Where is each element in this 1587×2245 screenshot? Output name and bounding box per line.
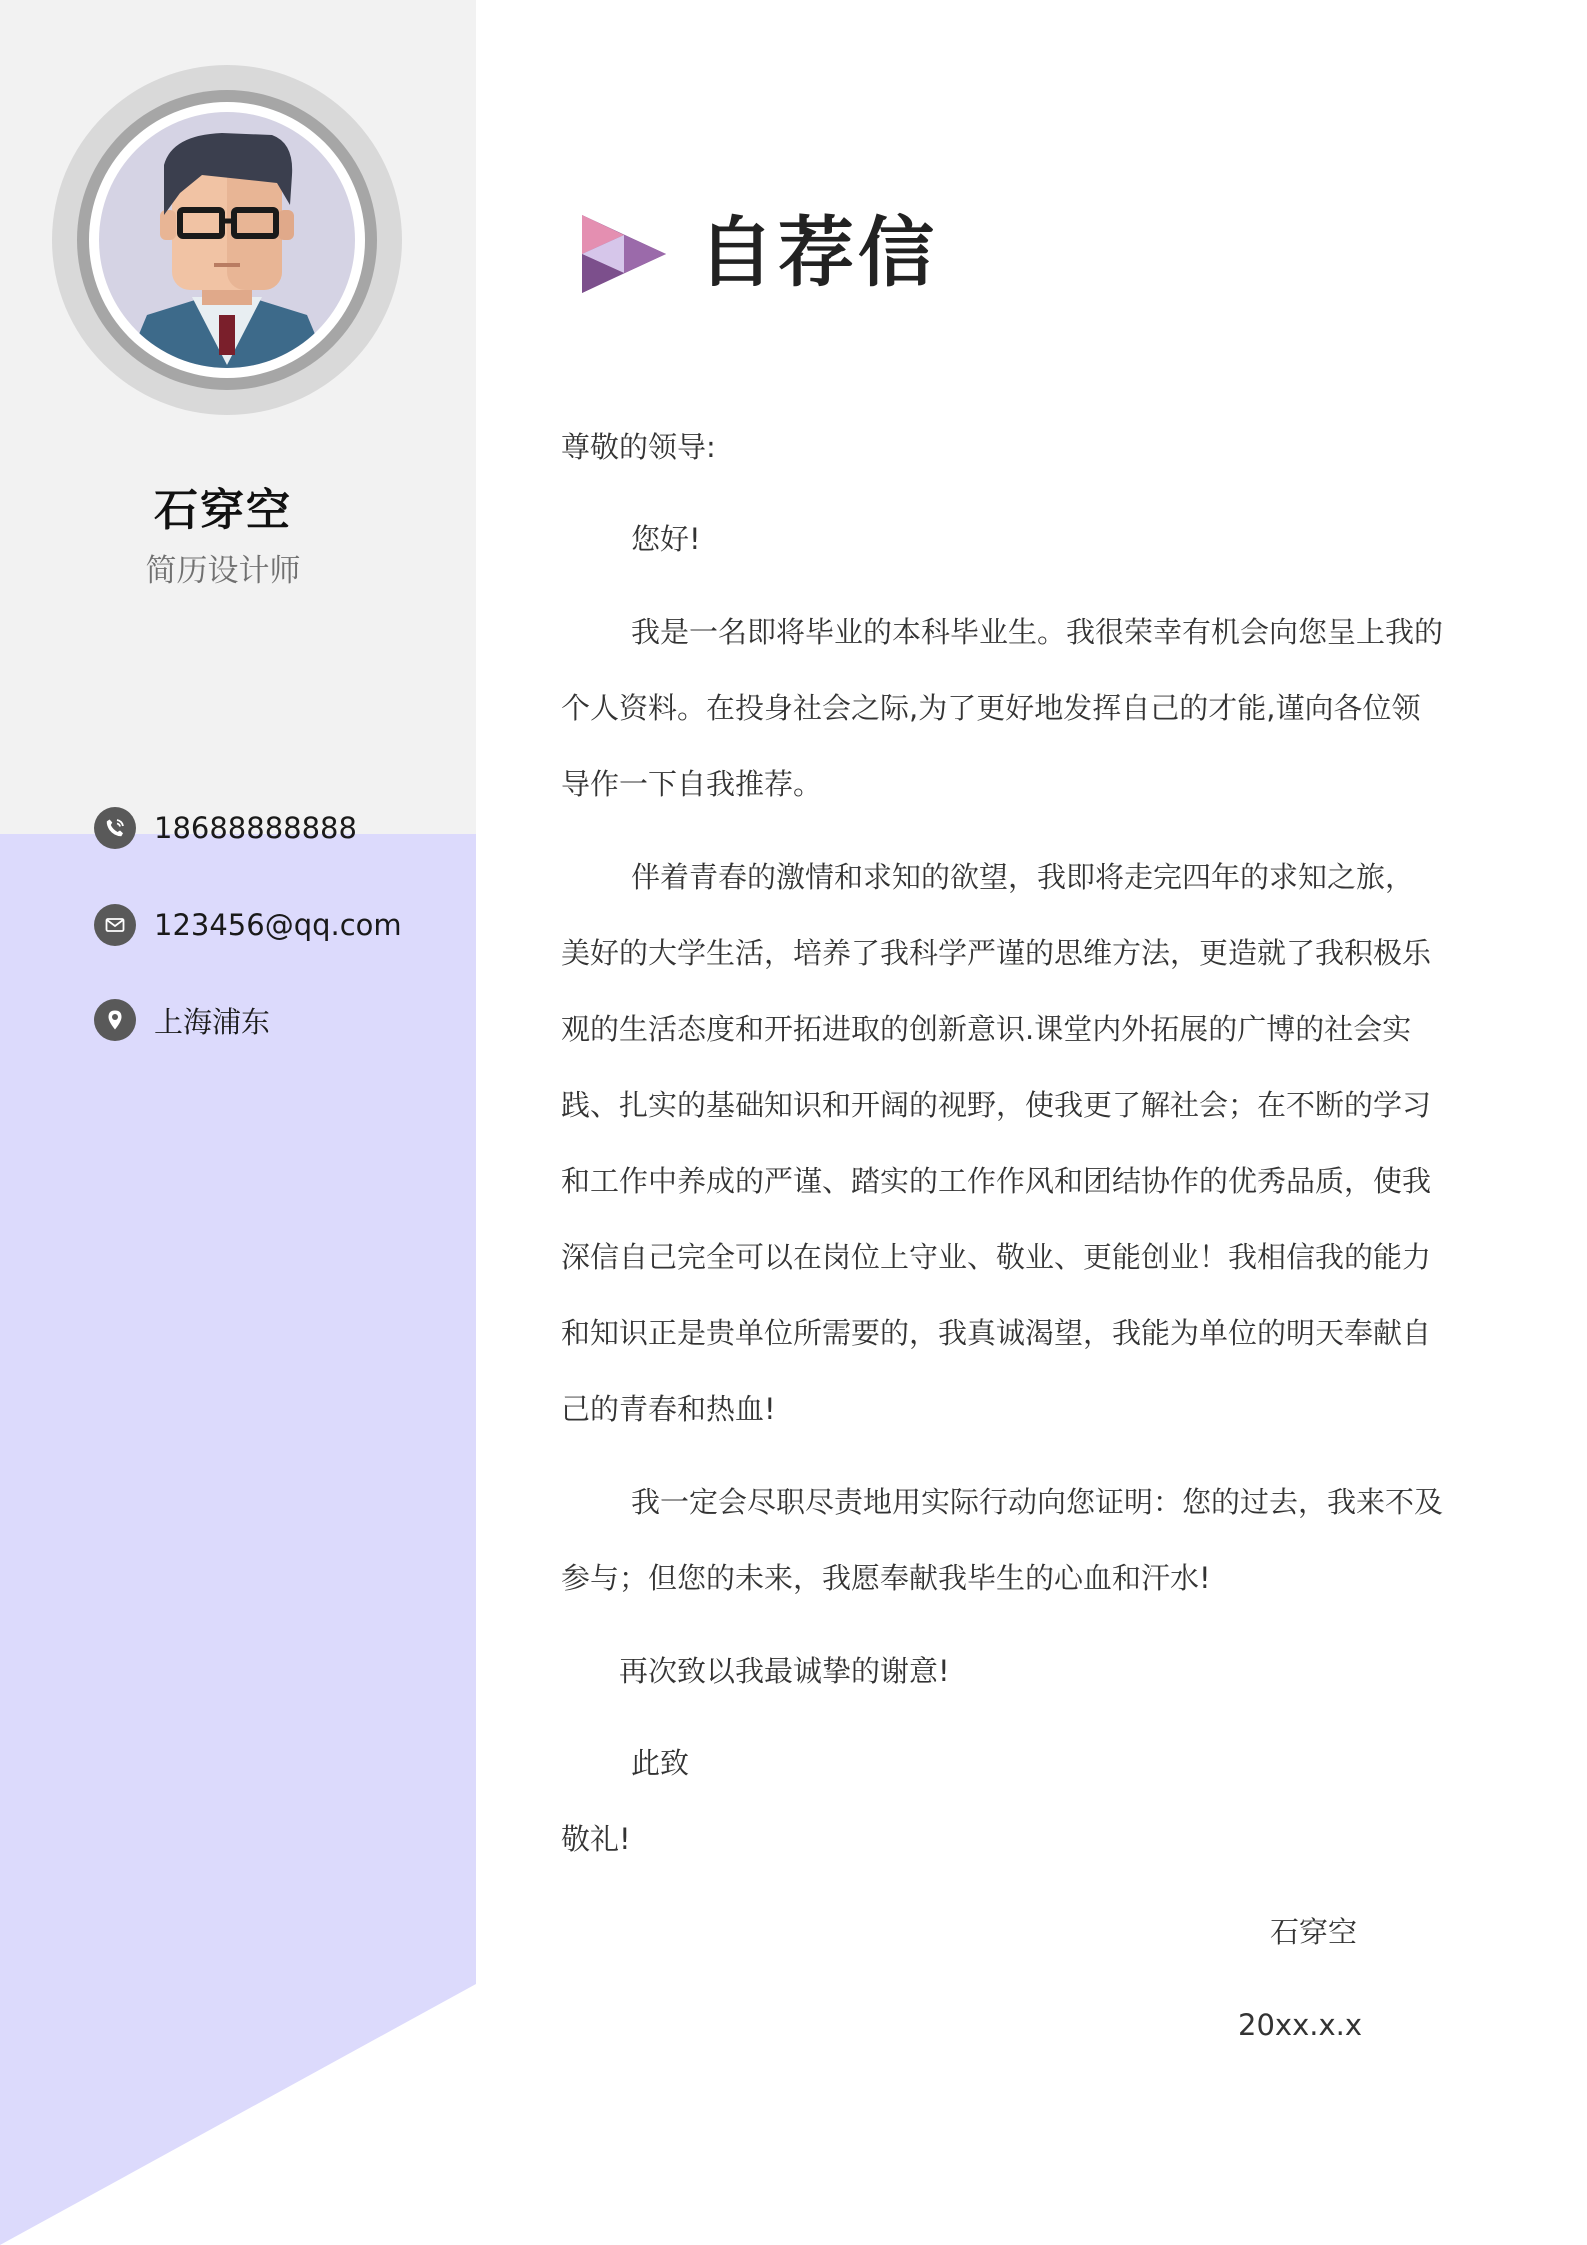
phone-number: 18688888888 bbox=[154, 811, 357, 845]
letter-date: 20xx.x.x bbox=[1238, 2008, 1362, 2042]
location-icon bbox=[94, 999, 136, 1041]
phone-icon bbox=[94, 807, 136, 849]
avatar bbox=[52, 65, 402, 415]
closing-line: 此致 bbox=[631, 1746, 690, 1780]
email-address: 123456@qq.com bbox=[154, 908, 402, 942]
paragraph2-line: 践、扎实的基础知识和开阔的视野，使我更了解社会；在不断的学习 bbox=[561, 1088, 1432, 1122]
paragraph1-line: 我是一名即将毕业的本科毕业生。我很荣幸有机会向您呈上我的 bbox=[631, 615, 1444, 649]
paragraph3-line: 参与；但您的未来，我愿奉献我毕生的心血和汗水! bbox=[561, 1561, 1211, 1595]
paragraph1-line: 个人资料。在投身社会之际,为了更好地发挥自己的才能,谨向各位领 bbox=[561, 691, 1421, 725]
contact-location bbox=[94, 998, 270, 1042]
paragraph1-line: 导作一下自我推荐。 bbox=[561, 767, 823, 801]
mail-icon bbox=[94, 904, 136, 946]
person-name: 石穿空 bbox=[154, 485, 292, 536]
paragraph2-line: 己的青春和热血! bbox=[561, 1392, 776, 1426]
thanks-line: 再次致以我最诚挚的谢意! bbox=[619, 1654, 950, 1688]
contact-email bbox=[94, 903, 402, 947]
paragraph2-line: 深信自己完全可以在岗位上守业、敬业、更能创业！我相信我的能力 bbox=[561, 1240, 1432, 1274]
paragraph2-line: 美好的大学生活，培养了我科学严谨的思维方法，更造就了我积极乐 bbox=[561, 936, 1432, 970]
location-text: 上海浦东 bbox=[154, 1004, 271, 1039]
page-title: 自荐信 bbox=[698, 208, 938, 297]
paragraph2-line: 和知识正是贵单位所需要的，我真诚渴望，我能为单位的明天奉献自 bbox=[561, 1316, 1432, 1350]
paragraph2-line: 观的生活态度和开拓进取的创新意识.课堂内外拓展的广博的社会实 bbox=[561, 1012, 1412, 1046]
salutation: 尊敬的领导: bbox=[561, 430, 716, 464]
paragraph3-line: 我一定会尽职尽责地用实际行动向您证明：您的过去，我来不及 bbox=[631, 1485, 1444, 1519]
greeting: 您好! bbox=[631, 522, 701, 556]
triangle-logo-icon bbox=[580, 213, 666, 295]
sidebar-bottom-panel bbox=[0, 834, 476, 2245]
person-role: 简历设计师 bbox=[145, 553, 301, 589]
paragraph2-line: 和工作中养成的严谨、踏实的工作作风和团结协作的优秀品质，使我 bbox=[561, 1164, 1432, 1198]
paragraph2-line: 伴着青春的激情和求知的欲望，我即将走完四年的求知之旅， bbox=[631, 860, 1415, 894]
signature: 石穿空 bbox=[1270, 1915, 1358, 1949]
contact-phone bbox=[94, 806, 357, 850]
closing-line: 敬礼! bbox=[561, 1822, 631, 1856]
